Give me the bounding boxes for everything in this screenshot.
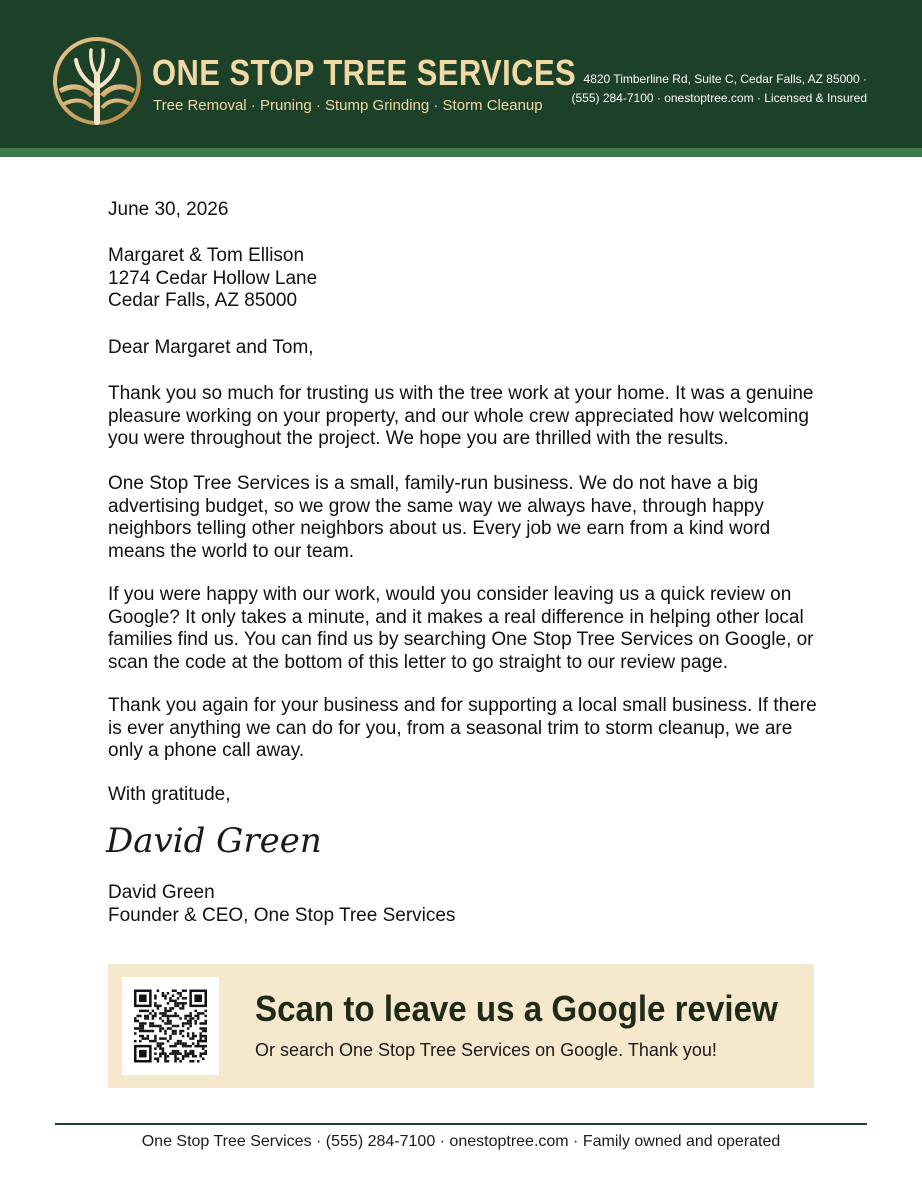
footer-divider (55, 1123, 867, 1125)
company-phone-web: (555) 284-7100 · onestoptree.com · Licensed & Insured (571, 91, 867, 105)
review-subtitle: Or search One Stop Tree Services on Google. Thank you! (255, 1040, 717, 1060)
signer-name: David Green (108, 882, 215, 903)
recipient-block (108, 245, 828, 313)
paragraph-thanks: Thank you so much for trusting us with the tree work at your home. It was a genuine pleasure working on your property, and our whole crew appreciated how welcoming you were throughout the project. We hope you are thrilled with the results. (108, 383, 814, 449)
paragraph-closing: Thank you again for your business and for supporting a local small business. If there is ever anything we can do for you, from a seasonal trim to storm cleanup, we are only a phone call away. (108, 695, 817, 761)
signer-title: Founder & CEO, One Stop Tree Services (108, 904, 456, 926)
company-name: ONE STOP TREE SERVICES (152, 52, 577, 93)
letterhead-header (0, 0, 922, 148)
company-contact (571, 70, 867, 108)
company-tagline: Tree Removal · Pruning · Stump Grinding · Storm Cleanup (153, 97, 543, 114)
tree-logo-icon (52, 36, 142, 126)
recipient-street: 1274 Cedar Hollow Lane (108, 267, 318, 289)
salutation: Dear Margaret and Tom, (108, 337, 314, 358)
svg-text:David Green: David Green (106, 821, 322, 861)
qr-code-icon[interactable] (134, 989, 207, 1063)
company-address: 4820 Timberline Rd, Suite C, Cedar Falls, AZ 85000 · (583, 72, 867, 86)
review-callout (108, 964, 814, 1088)
closing-line: With gratitude, (108, 784, 231, 805)
paragraph-about: One Stop Tree Services is a small, family-run business. We do not have a big advertising budget, so we grow the same way we always have, through happy neighbors telling other neighbors about us. Every job we earn from a kind word means the world to our team. (108, 473, 771, 562)
signer-block (108, 882, 828, 927)
paragraph-review-request: If you were happy with our work, would you consider leaving us a quick review on Google? It only takes a minute, and it makes a real difference in helping other local families find us. You can find us by searching One Stop Tree Services on Google, or scan the code at the bottom of this letter to go straight to our review page. (108, 584, 814, 673)
review-title: Scan to leave us a Google review (255, 988, 778, 1029)
recipient-city: Cedar Falls, AZ 85000 (108, 290, 298, 311)
footer-text: One Stop Tree Services · (555) 284-7100 · onestoptree.com · Family owned and operated (141, 1133, 781, 1150)
header-accent-strip (0, 148, 922, 157)
letter-date: June 30, 2026 (108, 199, 229, 220)
signature (104, 812, 324, 868)
qr-code-container[interactable] (122, 977, 219, 1075)
recipient-name: Margaret & Tom Ellison (108, 245, 305, 266)
